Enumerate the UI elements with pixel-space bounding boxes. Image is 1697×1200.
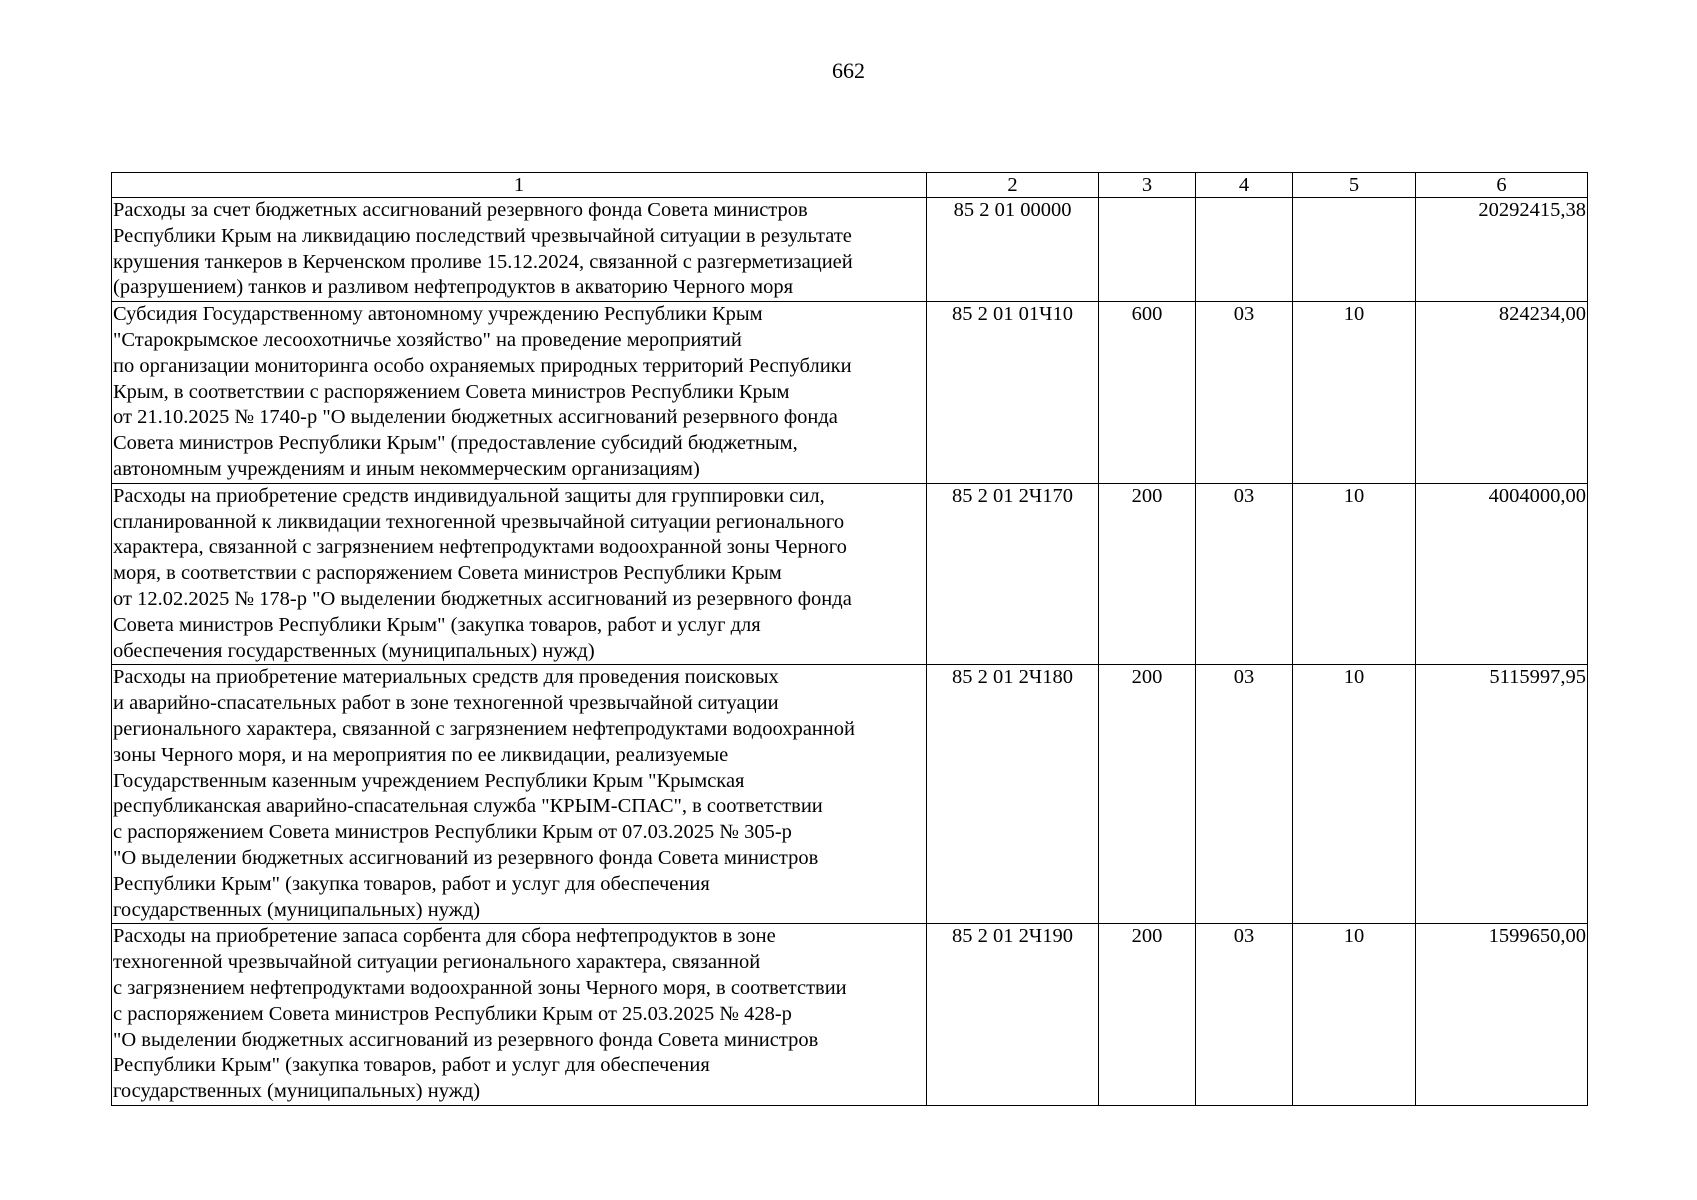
page-number: 662: [832, 58, 865, 83]
description-line: по организации мониторинга особо охраняемых природных территорий Республики: [113, 354, 852, 377]
description-line: Совета министров Республики Крым" (предоставление субсидий бюджетным,: [113, 432, 798, 455]
expense-type-code: 200: [1099, 924, 1196, 1106]
amount: 824234,00: [1416, 302, 1588, 484]
description-line: автономным учреждениям и иным некоммерческим организациям): [113, 457, 700, 480]
description-line: с распоряжением Совета министров Республики Крым от 25.03.2025 № 428-р: [113, 1002, 792, 1025]
column-header: 6: [1416, 173, 1588, 198]
description-line: и аварийно-спасательных работ в зоне техногенной чрезвычайной ситуации: [113, 692, 779, 715]
section-code: [1196, 198, 1293, 302]
description-line: от 12.02.2025 № 178-р "О выделении бюджетных ассигнований из резервного фонда: [113, 587, 852, 610]
description-line: государственных (муниципальных) нужд): [113, 1080, 481, 1103]
description-line: зоны Черного моря, и на мероприятия по ее ликвидации, реализуемые: [113, 743, 729, 766]
table-row: [112, 302, 1588, 484]
amount: 5115997,95: [1416, 665, 1588, 924]
column-header: 3: [1099, 173, 1196, 198]
target-article-code: 85 2 01 2Ч190: [927, 924, 1099, 1106]
table-row: [112, 924, 1588, 1106]
description-line: Расходы на приобретение материальных средств для проведения поисковых: [113, 666, 779, 689]
subsection-code: [1293, 198, 1416, 302]
amount: 4004000,00: [1416, 483, 1588, 665]
description-line: техногенной чрезвычайной ситуации регионального характера, связанной: [113, 951, 761, 974]
amount: 1599650,00: [1416, 924, 1588, 1106]
description-line: Совета министров Республики Крым" (закупка товаров, работ и услуг для: [113, 613, 761, 636]
description-line: от 21.10.2025 № 1740-р "О выделении бюджетных ассигнований резервного фонда: [113, 406, 838, 429]
target-article-code: 85 2 01 01Ч10: [927, 302, 1099, 484]
description-line: государственных (муниципальных) нужд): [113, 898, 481, 921]
row-description: [112, 665, 927, 924]
description-line: "Старокрымское лесоохотничье хозяйство" на проведение мероприятий: [113, 328, 742, 351]
description-line: моря, в соответствии с распоряжением Совета министров Республики Крым: [113, 562, 782, 585]
description-line: Расходы за счет бюджетных ассигнований резервного фонда Совета министров: [113, 199, 808, 221]
table-row: [112, 665, 1588, 924]
description-line: (разрушением) танков и разливом нефтепродуктов в акваторию Черного моря: [113, 276, 794, 299]
expense-type-code: 200: [1099, 665, 1196, 924]
expense-type-code: 200: [1099, 483, 1196, 665]
description-line: Республики Крым" (закупка товаров, работ и услуг для обеспечения: [113, 872, 710, 895]
target-article-code: 85 2 01 00000: [927, 198, 1099, 302]
column-header: 2: [927, 173, 1099, 198]
description-line: обеспечения государственных (муниципальных) нужд): [113, 639, 595, 662]
table-row: [112, 198, 1588, 302]
subsection-code: 10: [1293, 483, 1416, 665]
expense-type-code: [1099, 198, 1196, 302]
column-header: 1: [112, 173, 927, 198]
description-line: Расходы на приобретение запаса сорбента для сбора нефтепродуктов в зоне: [113, 925, 776, 948]
description-line: Республики Крым" (закупка товаров, работ и услуг для обеспечения: [113, 1054, 710, 1077]
description-line: "О выделении бюджетных ассигнований из резервного фонда Совета министров: [113, 846, 819, 869]
section-code: 03: [1196, 483, 1293, 665]
description-line: "О выделении бюджетных ассигнований из резервного фонда Совета министров: [113, 1028, 819, 1051]
table-header-row: [112, 173, 1588, 198]
expense-type-code: 600: [1099, 302, 1196, 484]
description-line: характера, связанной с загрязнением нефтепродуктами водоохранной зоны Черного: [113, 536, 847, 559]
description-line: республиканская аварийно-спасательная служба "КРЫМ-СПАС", в соответствии: [113, 795, 823, 818]
description-line: спланированной к ликвидации техногенной чрезвычайной ситуации регионального: [113, 510, 845, 533]
section-code: 03: [1196, 302, 1293, 484]
description-line: Крым, в соответствии с распоряжением Совета министров Республики Крым: [113, 380, 790, 403]
row-description: [112, 924, 927, 1106]
description-line: Государственным казенным учреждением Республики Крым "Крымская: [113, 769, 745, 792]
table-row: [112, 483, 1588, 665]
column-header: 5: [1293, 173, 1416, 198]
subsection-code: 10: [1293, 924, 1416, 1106]
section-code: 03: [1196, 924, 1293, 1106]
description-line: с распоряжением Совета министров Республики Крым от 07.03.2025 № 305-р: [113, 821, 792, 844]
row-description: [112, 198, 927, 302]
column-header: 4: [1196, 173, 1293, 198]
target-article-code: 85 2 01 2Ч180: [927, 665, 1099, 924]
description-line: Расходы на приобретение средств индивидуальной защиты для группировки сил,: [113, 484, 825, 507]
row-description: [112, 483, 927, 665]
row-description: [112, 302, 927, 484]
description-line: регионального характера, связанной с загрязнением нефтепродуктами водоохранной: [113, 717, 855, 740]
budget-table: [111, 172, 1588, 1106]
amount: 20292415,38: [1416, 198, 1588, 302]
description-line: Субсидия Государственному автономному учреждению Республики Крым: [113, 303, 763, 326]
description-line: Республики Крым на ликвидацию последствий чрезвычайной ситуации в результате: [113, 224, 852, 247]
description-line: с загрязнением нефтепродуктами водоохранной зоны Черного моря, в соответствии: [113, 976, 847, 999]
section-code: 03: [1196, 665, 1293, 924]
subsection-code: 10: [1293, 302, 1416, 484]
target-article-code: 85 2 01 2Ч170: [927, 483, 1099, 665]
subsection-code: 10: [1293, 665, 1416, 924]
description-line: крушения танкеров в Керченском проливе 15.12.2024, связанной с разгерметизацией: [113, 250, 853, 273]
